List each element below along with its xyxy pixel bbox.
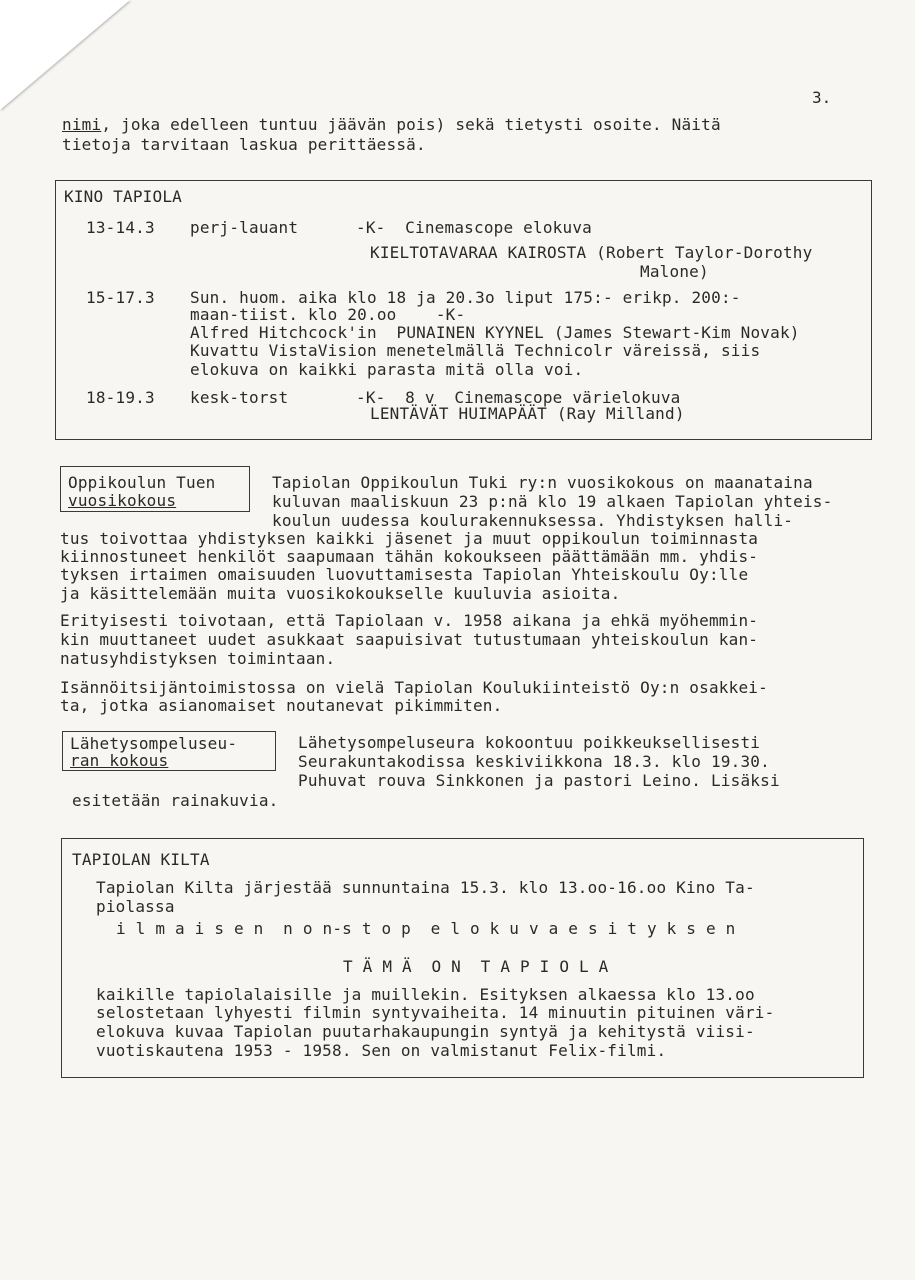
kilta-line-3: i l m a i s e n n o n-s t o p e l o k u v a e s i t y k s e n [116,919,736,938]
ompeluseura-line-3: Puhuvat rouva Sinkkonen ja pastori Leino. Lisäksi [298,771,780,790]
kilta-title: TAPIOLAN KILTA [72,850,210,869]
kilta-line-1: Tapiolan Kilta järjestää sunnuntaina 15.3. klo 13.oo-16.oo Kino Ta- [96,878,755,897]
oppikoulu-p1-line-5: kiinnostuneet henkilöt saapumaan tähän kokoukseen päättämään mm. yhdis- [60,547,759,566]
kilta-line-6: selostetaan lyhyesti filmin syntyvaiheita. 14 minuutin pituinen väri- [96,1003,775,1022]
oppikoulu-p1-line-4: tus toivottaa yhdistyksen kaikki jäsenet ja muut oppikoulun toiminnasta [60,529,759,548]
oppikoulu-p1-line-1: Tapiolan Oppikoulun Tuki ry:n vuosikokous on maanataina [272,473,813,492]
kino-event-2-line-1: Sun. huom. aika klo 18 ja 20.3o liput 175:- erikp. 200:- [190,288,741,307]
kilta-line-5: kaikille tapiolalaisille ja muillekin. Esityksen alkaessa klo 13.oo [96,985,755,1004]
ompeluseura-line-1: Lähetysompeluseura kokoontuu poikkeuksellisesti [298,733,761,752]
ompeluseura-line-2: Seurakuntakodissa keskiviikkona 18.3. klo 19.30. [298,752,770,771]
kilta-line-2: piolassa [96,897,175,916]
oppikoulu-label-line-2: vuosikokous [68,491,177,510]
kino-event-1-line-3: Malone) [640,262,709,281]
oppikoulu-p1-line-6: tyksen irtaimen omaisuuden luovuttamisesta Tapiolan Yhteiskoulu Oy:lle [60,565,749,584]
kino-event-3-line-1: -K- 8 v Cinemascope värielokuva [356,388,681,407]
ompeluseura-line-4: esitetään rainakuvia. [72,791,279,810]
oppikoulu-p1-line-2: kuluvan maaliskuun 23 p:nä klo 19 alkaen Tapiolan yhteis- [272,492,833,511]
oppikoulu-p3-line-1: Isännöitsijäntoimistossa on vielä Tapiolan Koulukiinteistö Oy:n osakkei- [60,678,768,697]
kilta-line-4: T Ä M Ä O N T A P I O L A [343,957,609,976]
kino-event-3-line-2: LENTÄVÄT HUIMAPÄÄT (Ray Milland) [370,404,685,423]
kino-date-2: 15-17.3 [86,288,155,307]
folded-corner [0,0,130,110]
kilta-line-7: elokuva kuvaa Tapiolan puutarhakaupungin syntyä ja kehitystä viisi- [96,1022,755,1041]
oppikoulu-p2-line-2: kin muuttaneet uudet asukkaat saapuisivat tutustumaan yhteiskoulun kan- [60,630,759,649]
kilta-line-8: vuotiskautena 1953 - 1958. Sen on valmistanut Felix-filmi. [96,1041,667,1060]
page-number: 3. [812,88,832,107]
kino-title: KINO TAPIOLA [64,187,182,206]
kino-days-1: perj-lauant [190,218,299,237]
oppikoulu-p3-line-2: ta, jotka asianomaiset noutanevat pikimmiten. [60,696,503,715]
kino-days-3: kesk-torst [190,388,289,407]
kino-event-2-line-5: elokuva on kaikki parasta mitä olla voi. [190,360,584,379]
oppikoulu-p1-line-3: koulun uudessa koulurakennuksessa. Yhdistyksen halli- [272,511,794,530]
kino-event-1-line-1: -K- Cinemascope elokuva [356,218,592,237]
kino-event-2-line-3: Alfred Hitchcock'in PUNAINEN KYYNEL (James Stewart-Kim Novak) [190,323,800,342]
intro-line-1 [62,116,721,134]
kino-date-3: 18-19.3 [86,388,155,407]
ompeluseura-label-line-1: Lähetysompeluseu- [70,734,238,753]
oppikoulu-p2-line-1: Erityisesti toivotaan, että Tapiolaan v. 1958 aikana ja ehkä myöhemmin- [60,611,759,630]
ompeluseura-label-line-2: ran kokous [70,751,169,770]
oppikoulu-label-line-1: Oppikoulun Tuen [68,473,216,492]
intro-line-2: tietoja tarvitaan laskua perittäessä. [62,135,426,154]
intro-line-1-rest: , joka edelleen tuntuu jäävän pois) sekä tietysti osoite. Näitä [101,115,721,134]
kino-event-2-line-2: maan-tiist. klo 20.oo -K- [190,305,466,324]
kino-event-2-line-4: Kuvattu VistaVision menetelmällä Technicolr väreissä, siis [190,341,761,360]
oppikoulu-p2-line-3: natusyhdistyksen toimintaan. [60,649,336,668]
kino-date-1: 13-14.3 [86,218,155,237]
oppikoulu-p1-line-7: ja käsittelemään muita vuosikokoukselle kuuluvia asioita. [60,584,621,603]
underlined-word: nimi [62,115,102,134]
kino-event-1-line-2: KIELTOTAVARAA KAIROSTA (Robert Taylor-Dorothy [370,243,813,262]
